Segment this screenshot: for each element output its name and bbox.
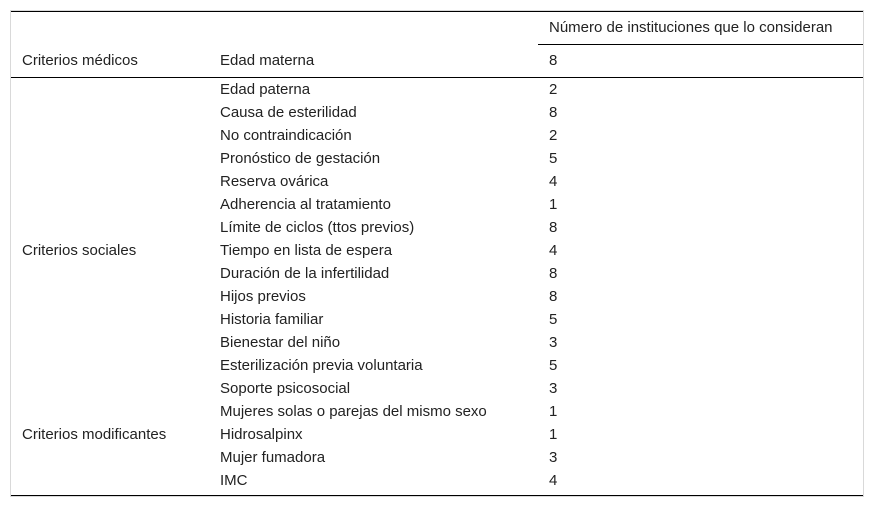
count-cell: 3 [549, 334, 558, 351]
criterion-cell: Esterilización previa voluntaria [220, 357, 423, 374]
criterion-cell: Reserva ovárica [220, 173, 329, 190]
count-cell: 2 [549, 81, 558, 98]
count-cell: 8 [549, 265, 558, 282]
count-cell: 4 [549, 472, 558, 489]
count-cell: 1 [549, 403, 558, 420]
criterion-cell: Mujer fumadora [220, 449, 326, 466]
top-rule [11, 11, 863, 12]
count-cell: 8 [549, 288, 558, 305]
criterion-cell: Tiempo en lista de espera [220, 242, 393, 259]
criteria-table [10, 10, 864, 497]
count-cell: 1 [549, 426, 558, 443]
header-sub-rule [538, 44, 863, 45]
count-column-header: Número de instituciones que lo consideran [549, 19, 833, 36]
criterion-cell: Bienestar del niño [220, 334, 341, 351]
criterion-cell: Hijos previos [220, 288, 306, 305]
criterion-cell: Edad paterna [220, 81, 311, 98]
criterion-cell: Soporte psicosocial [220, 380, 351, 397]
criterion-cell: Historia familiar [220, 311, 324, 328]
count-cell: 2 [549, 127, 558, 144]
count-cell: 5 [549, 150, 558, 167]
group-label-medical: Criterios médicos [22, 52, 138, 69]
criterion-cell: IMC [220, 472, 248, 489]
count-cell: 3 [549, 380, 558, 397]
group-label-modifying: Criterios modificantes [22, 426, 167, 443]
count-cell: 4 [549, 173, 558, 190]
count-cell: 5 [549, 357, 558, 374]
count-cell: 8 [549, 219, 558, 236]
count-cell: 8 [549, 104, 558, 121]
criterion-cell: Mujeres solas o parejas del mismo sexo [220, 403, 487, 420]
criterion-cell: Hidrosalpinx [220, 426, 303, 443]
criterion-cell: Causa de esterilidad [220, 104, 357, 121]
criterion-cell: Duración de la infertilidad [220, 265, 390, 282]
count-cell: 8 [549, 52, 558, 69]
criterion-cell: Límite de ciclos (ttos previos) [220, 219, 415, 236]
criterion-cell: Adherencia al tratamiento [220, 196, 391, 213]
criterion-cell: Edad materna [220, 52, 315, 69]
criterion-cell: No contraindicación [220, 127, 352, 144]
count-cell: 3 [549, 449, 558, 466]
criterion-cell: Pronóstico de gestación [220, 150, 381, 167]
header-bottom-rule [11, 77, 863, 78]
count-cell: 5 [549, 311, 558, 328]
count-cell: 4 [549, 242, 558, 259]
group-label-social: Criterios sociales [22, 242, 137, 259]
bottom-rule [11, 495, 863, 496]
count-cell: 1 [549, 196, 558, 213]
